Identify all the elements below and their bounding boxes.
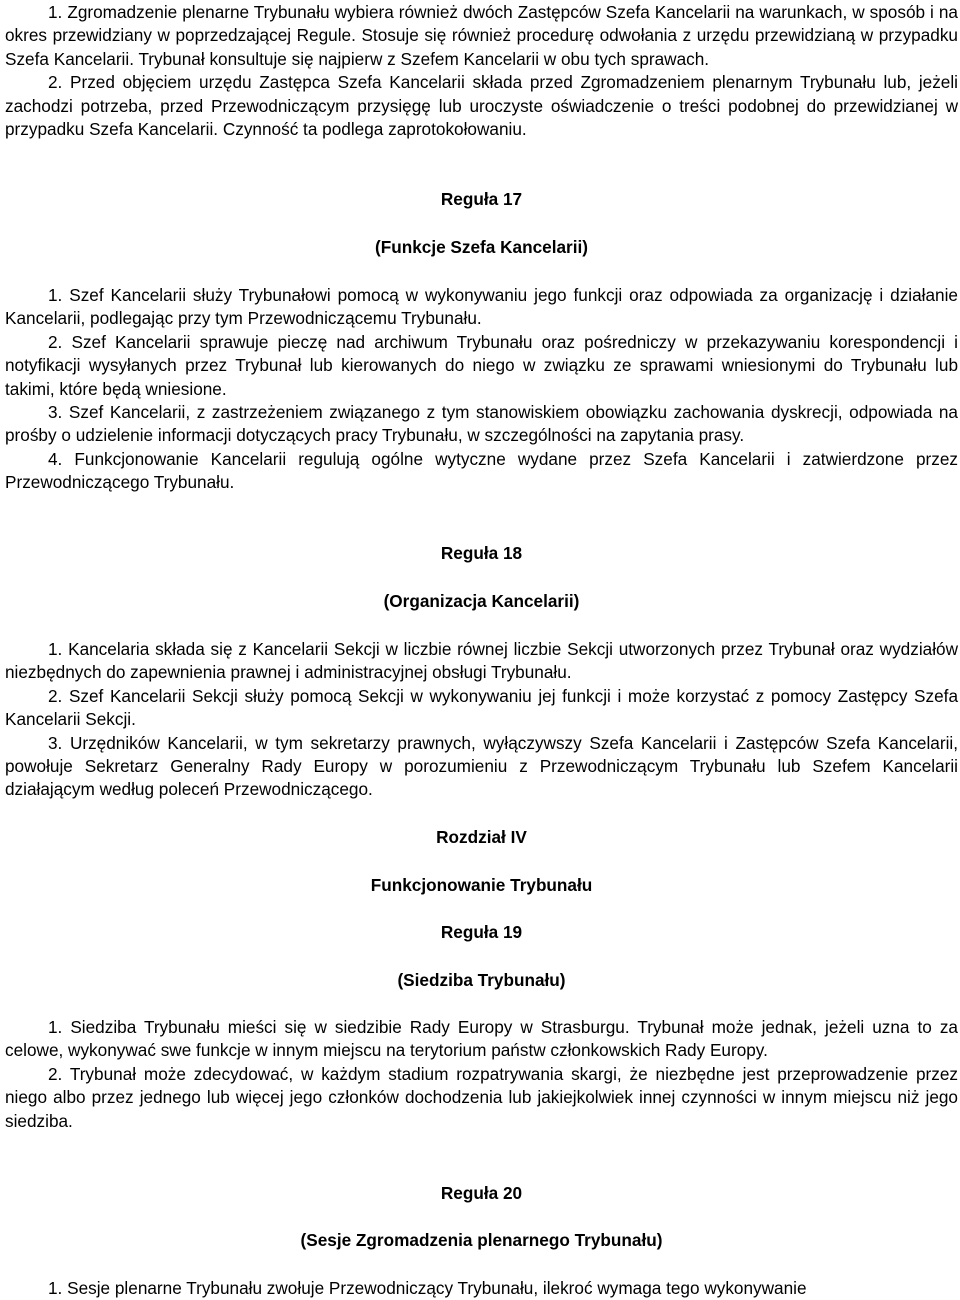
chapter-title: Funkcjonowanie Trybunału: [370, 875, 593, 895]
chapter-heading: Rozdział IV: [436, 827, 527, 847]
rule16-section: [5, 1, 958, 141]
rule18-heading: Reguła 18: [440, 543, 523, 563]
paragraph-r16-2: 2. Przed objęciem urzędu Zastępca Szefa Kancelarii składa przed Zgromadzeniem plenarnym Trybunału lub, jeżeli zachodzi potrzeba, przed Przewodniczącym przysięgę lub uroczyste oświadczenie o treści podobnej do przewidzianej w przypadku Szefa Kancelarii. Czynność ta podlega zaprotokołowaniu.: [5, 72, 958, 140]
paragraph-r17-2: 2. Szef Kancelarii sprawuje pieczę nad archiwum Trybunału oraz pośredniczy w przekazywaniu korespondencji i notyfikacji wysyłanych przez Trybunał lub kierowanych do niego w związku ze sprawami wniesionymi do Trybunału lub takimi, które będą wniesione.: [5, 331, 958, 399]
rule20-heading: Reguła 20: [440, 1183, 523, 1203]
rule19-title: (Siedziba Trybunału): [397, 970, 566, 990]
rule20-section: [5, 1277, 958, 1300]
rule18-section: [5, 638, 958, 802]
rule17-title: (Funkcje Szefa Kancelarii): [374, 237, 588, 257]
rule18-title: (Organizacja Kancelarii): [383, 591, 580, 611]
rule17-section: [5, 284, 958, 495]
paragraph-r19-2: 2. Trybunał może zdecydować, w każdym stadium rozpatrywania skargi, że niezbędne jest przeprowadzenie przez niego albo przez jednego lub więcej jego członków dochodzenia lub jakiejkolwiek innej czynności w innym miejscu niż jego siedziba.: [5, 1063, 958, 1131]
paragraph-r18-3: 3. Urzędników Kancelarii, w tym sekretarzy prawnych, wyłączywszy Szefa Kancelarii i Zastępców Szefa Kancelarii, powołuje Sekretarz Generalny Rady Europy w porozumieniu z Przewodniczącym Trybunału lub Szefem Kancelarii działającym według poleceń Przewodniczącego.: [5, 732, 958, 800]
rule20-title: (Sesje Zgromadzenia plenarnego Trybunału): [300, 1230, 663, 1250]
paragraph-r17-4: 4. Funkcjonowanie Kancelarii regulują ogólne wytyczne wydane przez Szefa Kancelarii i zatwierdzone przez Przewodniczącego Trybunału.: [5, 448, 958, 493]
paragraph-r17-1: 1. Szef Kancelarii służy Trybunałowi pomocą w wykonywaniu jego funkcji oraz odpowiada za organizację i działanie Kancelarii, podlegając przy tym Przewodniczącemu Trybunału.: [5, 285, 958, 329]
paragraph-r19-1: 1. Siedziba Trybunału mieści się w siedzibie Rady Europy w Strasburgu. Trybunał może jednak, jeżeli uzna to za celowe, wykonywać swe funkcje w innym miejscu na terytorium państw członkowskich Rady Europy.: [5, 1017, 958, 1061]
rule19-section: [5, 1016, 958, 1133]
paragraph-r16-1: 1. Zgromadzenie plenarne Trybunału wybiera również dwóch Zastępców Szefa Kancelarii na warunkach, w sposób i na okres przewidziany w poprzedzającej Regule. Stosuje się również procedurę odwołania z urzędu przewidzianą w przypadku Szefa Kancelarii. Trybunał konsultuje się najpierw z Szefem Kancelarii w obu tych sprawach.: [5, 2, 958, 69]
paragraph-r20-1: 1. Sesje plenarne Trybunału zwołuje Przewodniczący Trybunału, ilekroć wymaga tego wykonywanie: [48, 1278, 807, 1298]
rule19-heading: Reguła 19: [440, 922, 523, 942]
rule17-heading: Reguła 17: [440, 189, 523, 209]
paragraph-r18-2: 2. Szef Kancelarii Sekcji służy pomocą Sekcji w wykonywaniu jej funkcji i może korzystać z pomocy Zastępcy Szefa Kancelarii Sekcji.: [5, 685, 958, 730]
paragraph-r17-3: 3. Szef Kancelarii, z zastrzeżeniem związanego z tym stanowiskiem obowiązku zachowania dyskrecji, odpowiada na prośby o udzielenie informacji dotyczących pracy Trybunału, w szczególności na zapytania prasy.: [5, 402, 958, 446]
paragraph-r18-1: 1. Kancelaria składa się z Kancelarii Sekcji w liczbie równej liczbie Sekcji utworzonych przez Trybunał oraz wydziałów niezbędnych do zapewnienia prawnej i administracyjnej obsługi Trybunału.: [5, 639, 958, 683]
